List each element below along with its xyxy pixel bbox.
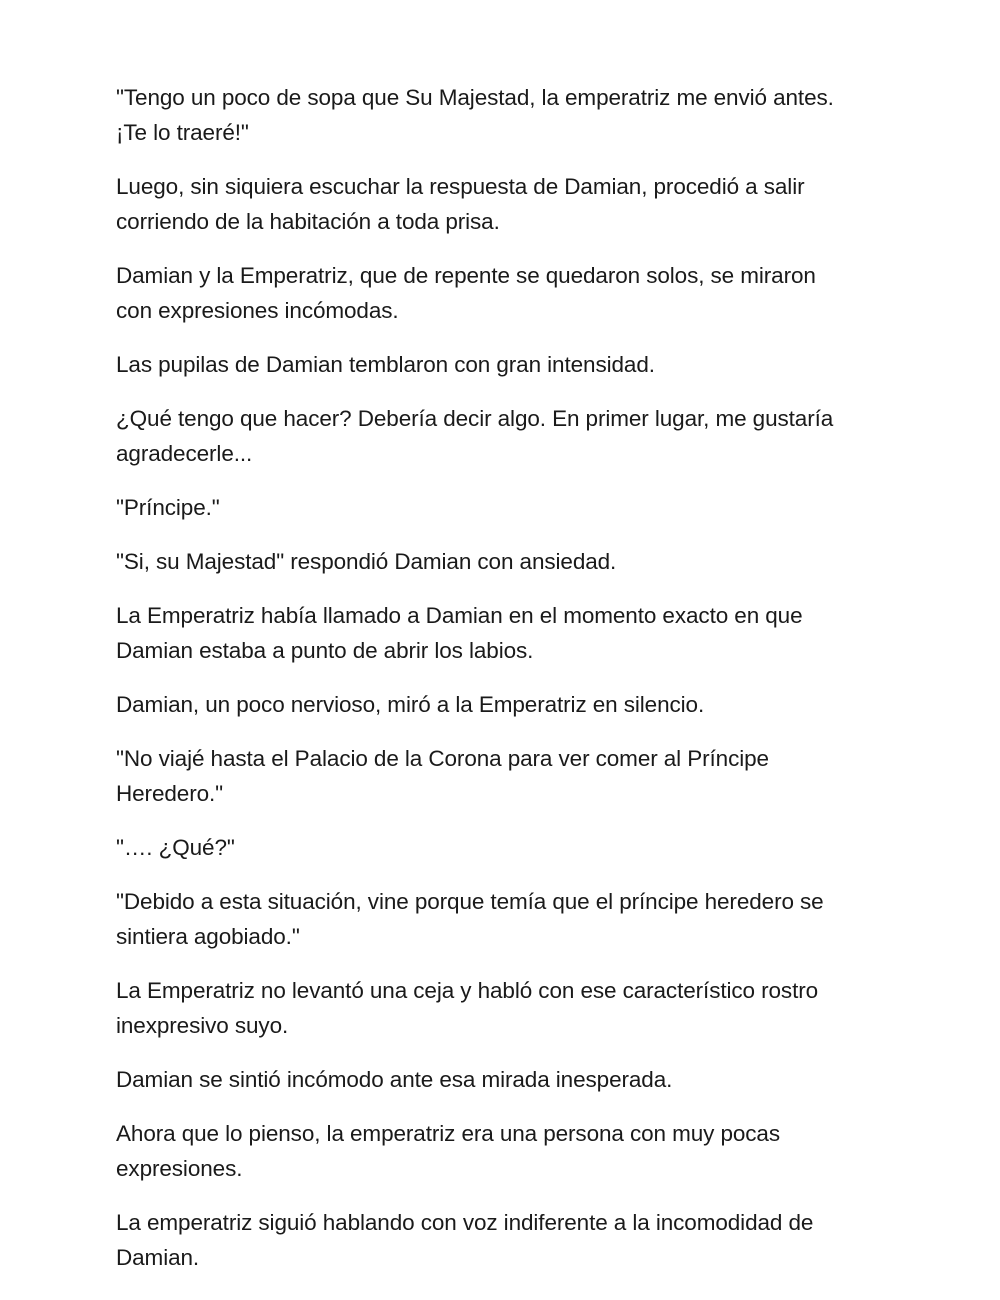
paragraph-line: "Si, su Majestad" respondió Damian con ansiedad. [116, 549, 617, 574]
paragraph-line: ¿Qué tengo que hacer? Debería decir algo. En primer lugar, me gustaría [116, 406, 834, 431]
paragraph-1 [116, 80, 906, 150]
paragraph-line: Luego, sin siquiera escuchar la respuesta de Damian, procedió a salir [116, 174, 805, 199]
paragraph-line: "No viajé hasta el Palacio de la Corona para ver comer al Príncipe [116, 746, 769, 771]
paragraph-line: "…. ¿Qué?" [116, 835, 235, 860]
paragraph-line: La Emperatriz no levantó una ceja y habló con ese característico rostro [116, 978, 819, 1003]
paragraph-9 [116, 687, 906, 722]
paragraph-line: Ahora que lo pienso, la emperatriz era una persona con muy pocas [116, 1121, 780, 1146]
paragraph-line: "Tengo un poco de sopa que Su Majestad, la emperatriz me envió antes. [116, 85, 834, 110]
paragraph-16 [116, 1205, 906, 1275]
paragraph-15 [116, 1116, 906, 1186]
paragraph-line: Damian estaba a punto de abrir los labios. [116, 638, 534, 663]
paragraph-line: "Debido a esta situación, vine porque temía que el príncipe heredero se [116, 889, 824, 914]
paragraph-3 [116, 258, 906, 328]
paragraph-line: Damian, un poco nervioso, miró a la Emperatriz en silencio. [116, 692, 705, 717]
document-page [116, 80, 906, 1294]
paragraph-line: inexpresivo suyo. [116, 1013, 289, 1038]
paragraph-6 [116, 490, 906, 525]
paragraph-line: La Emperatriz había llamado a Damian en el momento exacto en que [116, 603, 803, 628]
paragraph-line: Heredero." [116, 781, 224, 806]
paragraph-12 [116, 884, 906, 954]
paragraph-line: La emperatriz siguió hablando con voz indiferente a la incomodidad de [116, 1210, 814, 1235]
paragraph-7 [116, 544, 906, 579]
paragraph-line: ¡Te lo traeré!" [116, 120, 249, 145]
paragraph-10 [116, 741, 906, 811]
paragraph-line: "Príncipe." [116, 495, 220, 520]
paragraph-2 [116, 169, 906, 239]
paragraph-line: expresiones. [116, 1156, 243, 1181]
paragraph-line: agradecerle... [116, 441, 253, 466]
paragraph-8 [116, 598, 906, 668]
paragraph-line: Damian. [116, 1245, 200, 1270]
paragraph-line: Las pupilas de Damian temblaron con gran intensidad. [116, 352, 655, 377]
paragraph-line: corriendo de la habitación a toda prisa. [116, 209, 500, 234]
paragraph-line: Damian se sintió incómodo ante esa mirada inesperada. [116, 1067, 673, 1092]
paragraph-14 [116, 1062, 906, 1097]
paragraph-11 [116, 830, 906, 865]
paragraph-line: con expresiones incómodas. [116, 298, 399, 323]
paragraph-5 [116, 401, 906, 471]
paragraph-line: Damian y la Emperatriz, que de repente se quedaron solos, se miraron [116, 263, 816, 288]
paragraph-13 [116, 973, 906, 1043]
paragraph-line: sintiera agobiado." [116, 924, 300, 949]
paragraph-4 [116, 347, 906, 382]
